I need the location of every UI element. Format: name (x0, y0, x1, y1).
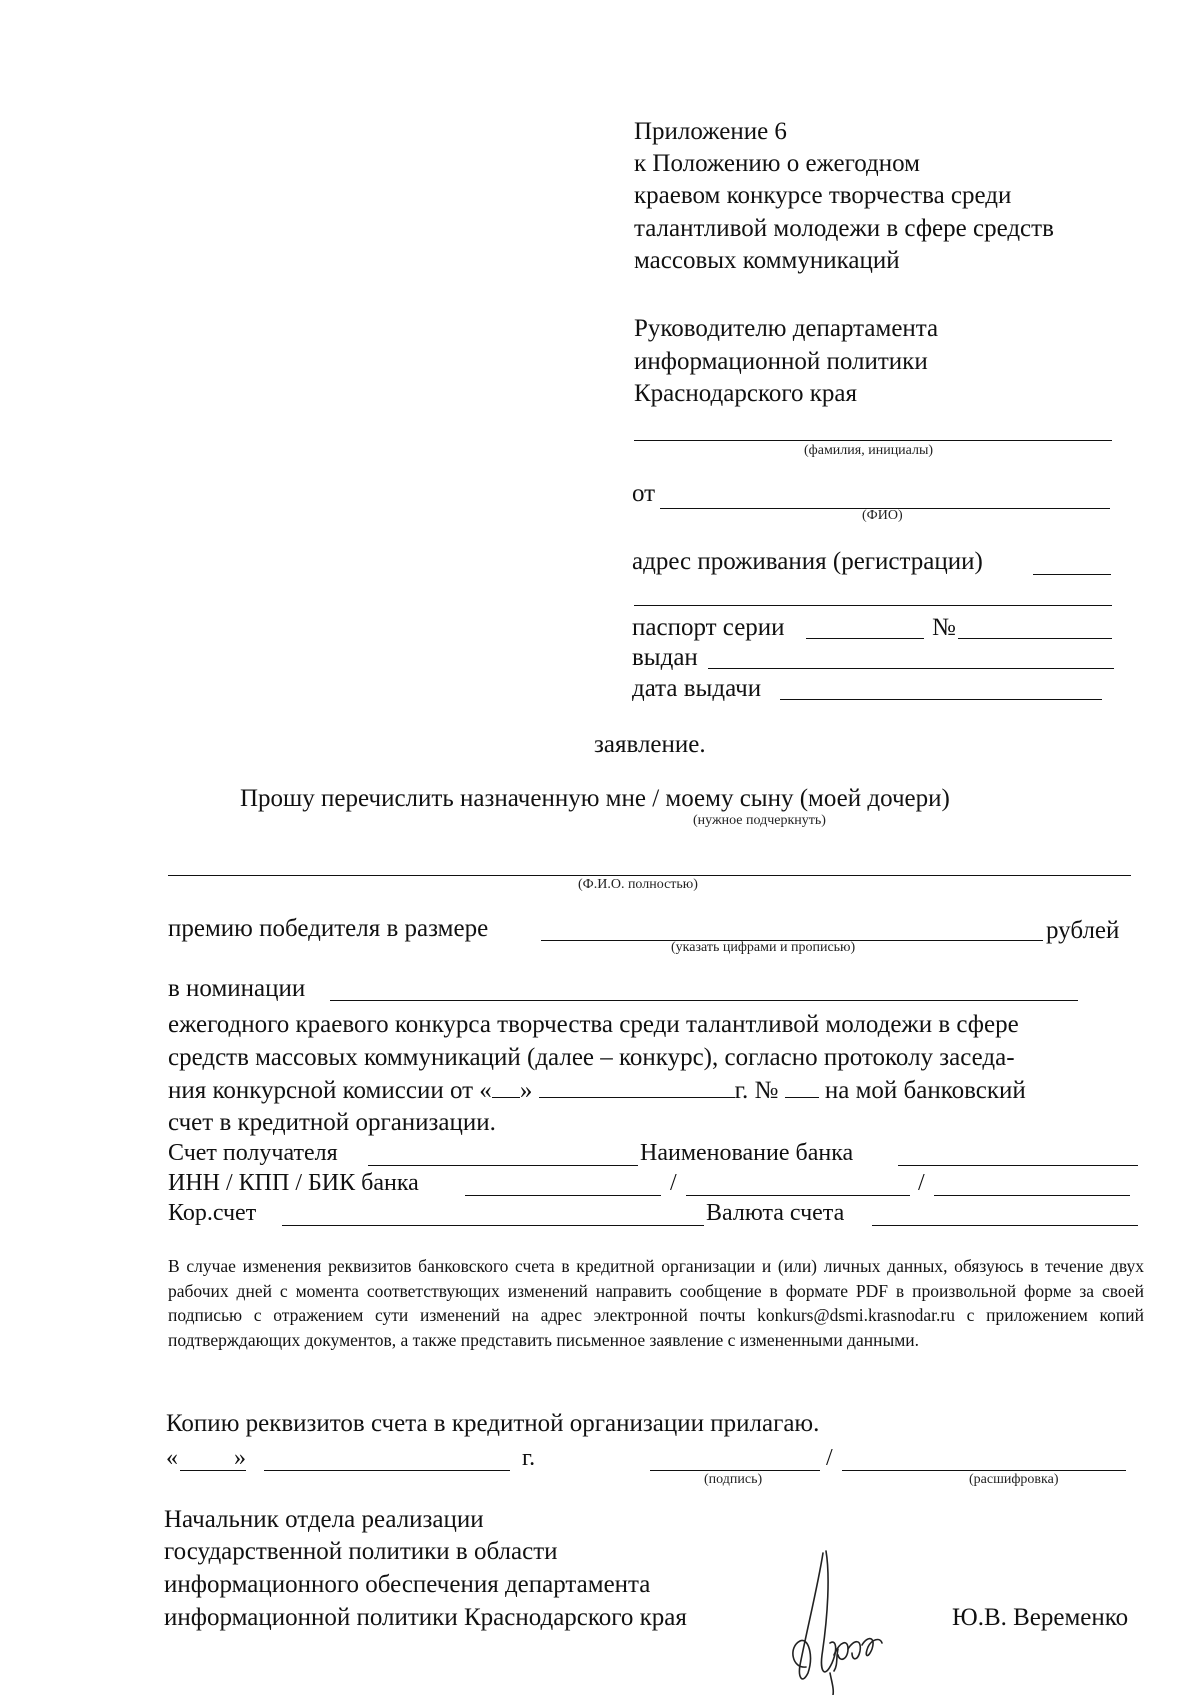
from-label: от (632, 480, 656, 507)
appendix-line-4: талантливой молодежи в сфере средств (634, 215, 1054, 242)
protocol-line (168, 1075, 1026, 1107)
notice-text: В случае изменения реквизитов банковского счета в кредитной организации и (или) личных данных, обязуюсь в течение двух рабочих дней с момента соответствующих изменений направить сообщение в формате PDF в произвольной форме за своей подписью с отражением сути изменений на адрес электронной почты konkurs@dsmi.krasnodar.ru с приложением копий подтверждающих документов, а также представить письменное заявление с измененными данными. (168, 1256, 1144, 1350)
address-label: адрес проживания (регистрации) (632, 548, 983, 575)
protocol-start: ния конкурсной комиссии от « (168, 1077, 492, 1104)
prize-label: премию победителя в размере (168, 915, 489, 942)
name-hint: (фамилия, инициалы) (804, 443, 934, 458)
appendix-line-3: краевом конкурсе творчества среди (634, 182, 1012, 209)
bank-name-field[interactable] (898, 1165, 1138, 1166)
passport-number-sign: № (932, 614, 956, 641)
issued-field[interactable] (708, 668, 1114, 669)
attachment-text: Копию реквизитов счета в кредитной организации прилагаю. (166, 1410, 820, 1437)
inn-slash-2: / (918, 1170, 925, 1196)
request-text: Прошу перечислить назначенную мне / моему сыну (моей дочери) (240, 785, 950, 812)
rubles-label: рублей (1046, 917, 1120, 944)
appendix-line-1: Приложение 6 (634, 118, 787, 145)
official-name: Ю.В. Веременко (952, 1604, 1129, 1631)
recipient-account-field[interactable] (368, 1165, 638, 1166)
bank-name-label: Наименование банка (640, 1140, 854, 1166)
addressee-name-field[interactable] (634, 440, 1112, 441)
currency-label: Валюта счета (706, 1200, 845, 1226)
nomination-field[interactable] (330, 1000, 1078, 1001)
corr-account-label: Кор.счет (168, 1200, 257, 1226)
addressee-line-3: Краснодарского края (634, 380, 857, 407)
handwritten-signature (778, 1545, 888, 1695)
official-position-line-4: информационной политики Краснодарского края (164, 1604, 687, 1631)
official-position-line-3: информационного обеспечения департамента (164, 1571, 651, 1598)
address-field-1[interactable] (1033, 574, 1111, 575)
protocol-number-field[interactable] (785, 1075, 819, 1098)
paragraph-line-2: средств массовых коммуникаций (далее – конкурс), согласно протоколу заседа- (168, 1044, 1015, 1071)
account-line: счет в кредитной организации. (168, 1109, 496, 1136)
passport-label: паспорт серии (632, 614, 785, 641)
document-title: заявление. (594, 731, 706, 758)
nomination-label: в номинации (168, 975, 306, 1002)
protocol-end: на мой банковский (824, 1077, 1026, 1104)
signature-hint: (подпись) (704, 1472, 763, 1487)
date-year-suffix: г. (522, 1445, 536, 1471)
full-name-hint: (Ф.И.О. полностью) (578, 877, 698, 892)
fio-hint: (ФИО) (862, 508, 903, 523)
passport-number-field[interactable] (958, 638, 1112, 639)
addressee-line-1: Руководителю департамента (634, 315, 939, 342)
transcript-field[interactable] (842, 1470, 1126, 1471)
currency-field[interactable] (872, 1225, 1138, 1226)
transcript-hint: (расшифровка) (969, 1472, 1059, 1487)
paragraph-line-1: ежегодного краевого конкурса творчества среди талантливой молодежи в сфере (168, 1011, 1019, 1038)
official-position-line-2: государственной политики в области (164, 1538, 558, 1565)
date-open-quote: « (166, 1445, 178, 1471)
addressee-line-2: информационной политики (634, 348, 928, 375)
protocol-month-field[interactable] (539, 1075, 735, 1098)
amount-hint: (указать цифрами и прописью) (671, 940, 856, 955)
protocol-year: г. № (734, 1077, 779, 1104)
inn-label: ИНН / КПП / БИК банка (168, 1170, 419, 1196)
signature-field[interactable] (650, 1470, 820, 1471)
signature-slash: / (826, 1445, 833, 1471)
bik-field[interactable] (934, 1195, 1130, 1196)
inn-slash-1: / (670, 1170, 677, 1196)
recipient-account-label: Счет получателя (168, 1140, 338, 1166)
protocol-day-field[interactable] (492, 1075, 520, 1098)
corr-account-field[interactable] (282, 1225, 704, 1226)
protocol-quote-close: » (519, 1077, 533, 1104)
appendix-line-2: к Положению о ежегодном (634, 150, 920, 177)
address-field-2[interactable] (634, 605, 1112, 606)
appendix-line-5: массовых коммуникаций (634, 247, 900, 274)
official-position-line-1: Начальник отдела реализации (164, 1506, 484, 1533)
issue-date-field[interactable] (780, 699, 1102, 700)
full-name-field[interactable] (168, 875, 1131, 876)
issue-date-label: дата выдачи (632, 675, 762, 702)
date-close-quote: » (234, 1445, 246, 1471)
date-month-field[interactable] (264, 1470, 510, 1471)
issued-label: выдан (632, 644, 698, 671)
passport-series-field[interactable] (806, 638, 924, 639)
inn-field[interactable] (465, 1195, 661, 1196)
underline-hint: (нужное подчеркнуть) (693, 813, 826, 828)
kpp-field[interactable] (686, 1195, 910, 1196)
